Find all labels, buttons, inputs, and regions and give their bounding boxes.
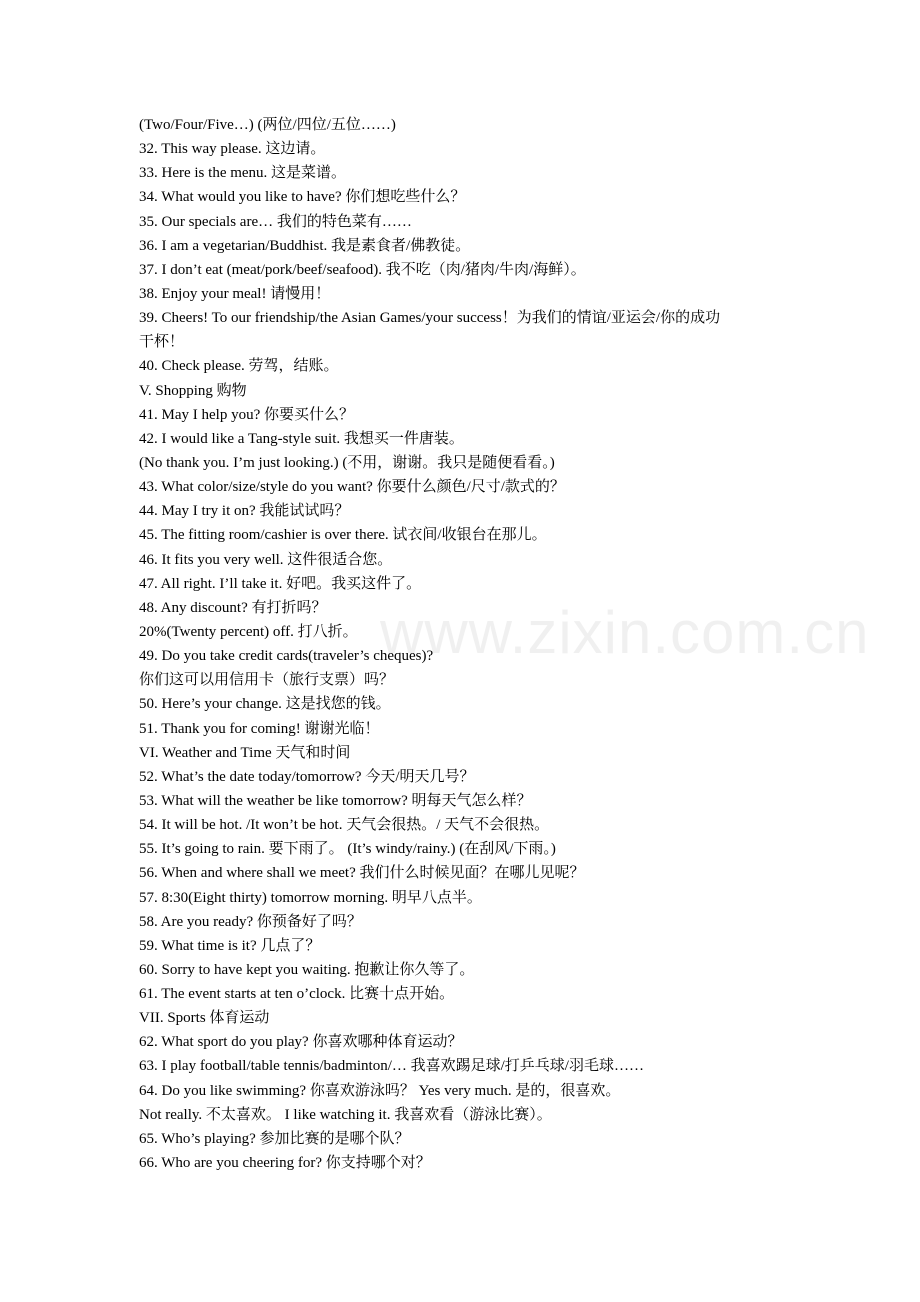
text-line: 20%(Twenty percent) off. 打八折。 <box>139 623 358 640</box>
text-line: 56. When and where shall we meet? 我们什么时候见面？在哪儿见呢？ <box>139 865 585 882</box>
text-line: 48. Any discount? 有打折吗？ <box>139 599 327 616</box>
text-line: 62. What sport do you play? 你喜欢哪种体育运动？ <box>139 1034 463 1051</box>
text-line: 49. Do you take credit cards(traveler’s cheques)? <box>139 648 434 665</box>
watermark: www.zixin.com.cn <box>380 599 870 666</box>
phrase-list <box>139 113 799 1175</box>
text-line: 57. 8:30(Eight thirty) tomorrow morning. 明早八点半。 <box>139 889 482 906</box>
text-line: Not really. 不太喜欢。 I like watching it. 我喜欢看（游泳比赛）。 <box>139 1106 552 1123</box>
text-line: 36. I am a vegetarian/Buddhist. 我是素食者/佛教徒。 <box>139 237 471 254</box>
text-line: 47. All right. I’ll take it. 好吧。我买这件了。 <box>139 575 422 592</box>
text-line: 37. I don’t eat (meat/pork/beef/seafood). 我不吃（肉/猪肉/牛肉/海鲜）。 <box>139 261 586 278</box>
text-line: 64. Do you like swimming? 你喜欢游泳吗？ Yes very much. 是的，很喜欢。 <box>139 1082 621 1099</box>
text-line: VI. Weather and Time 天气和时间 <box>139 744 351 761</box>
text-line: (Two/Four/Five…) (两位/四位/五位……) <box>139 117 396 133</box>
text-line: 54. It will be hot. /It won’t be hot. 天气会很热。/ 天气不会很热。 <box>139 817 550 834</box>
text-line: 39. Cheers! To our friendship/the Asian Games/your success！为我们的情谊/亚运会/你的成功 <box>139 310 721 327</box>
text-line: 66. Who are you cheering for? 你支持哪个对？ <box>139 1155 431 1172</box>
text-line: 34. What would you like to have? 你们想吃些什么？ <box>139 189 466 206</box>
text-line: 44. May I try it on? 我能试试吗？ <box>139 503 350 520</box>
text-line: 45. The fitting room/cashier is over there. 试衣间/收银台在那儿。 <box>139 527 547 544</box>
text-line: 46. It fits you very well. 这件很适合您。 <box>139 551 393 568</box>
text-line: 50. Here’s your change. 这是找您的钱。 <box>139 696 391 713</box>
text-line: 32. This way please. 这边请。 <box>139 141 326 158</box>
text-line: 40. Check please. 劳驾，结账。 <box>139 358 339 375</box>
text-line: 59. What time is it? 几点了？ <box>139 937 321 954</box>
text-line: 33. Here is the menu. 这是菜谱。 <box>139 165 347 182</box>
text-line: 53. What will the weather be like tomorrow? 明每天气怎么样？ <box>139 792 532 809</box>
text-line: 35. Our specials are… 我们的特色菜有…… <box>139 213 412 230</box>
text-line: V. Shopping 购物 <box>139 382 247 399</box>
text-line: 你们这可以用信用卡（旅行支票）吗？ <box>139 672 395 689</box>
text-line: 38. Enjoy your meal! 请慢用！ <box>139 285 331 302</box>
text-line: 55. It’s going to rain. 要下雨了。 (It’s windy/rainy.) (在刮风/下雨。) <box>139 841 556 858</box>
text-line: 51. Thank you for coming! 谢谢光临！ <box>139 720 380 737</box>
text-line: 65. Who’s playing? 参加比赛的是哪个队？ <box>139 1130 410 1147</box>
text-line: 63. I play football/table tennis/badminton/… 我喜欢踢足球/打乒乓球/羽毛球…… <box>139 1058 644 1075</box>
text-line: 60. Sorry to have kept you waiting. 抱歉让你久等了。 <box>139 961 475 978</box>
text-line: (No thank you. I’m just looking.) (不用，谢谢。我只是随便看看。) <box>139 454 555 471</box>
text-line: 干杯！ <box>139 334 185 351</box>
text-line: VII. Sports 体育运动 <box>139 1010 270 1027</box>
text-line: 52. What’s the date today/tomorrow? 今天/明天几号？ <box>139 768 475 785</box>
text-line: 41. May I help you? 你要买什么？ <box>139 406 354 423</box>
text-line: 42. I would like a Tang-style suit. 我想买一件唐装。 <box>139 430 464 447</box>
text-line: 58. Are you ready? 你预备好了吗？ <box>139 913 362 930</box>
text-line: 61. The event starts at ten o’clock. 比赛十点开始。 <box>139 986 455 1003</box>
text-line: 43. What color/size/style do you want? 你要什么颜色/尺寸/款式的？ <box>139 479 565 496</box>
